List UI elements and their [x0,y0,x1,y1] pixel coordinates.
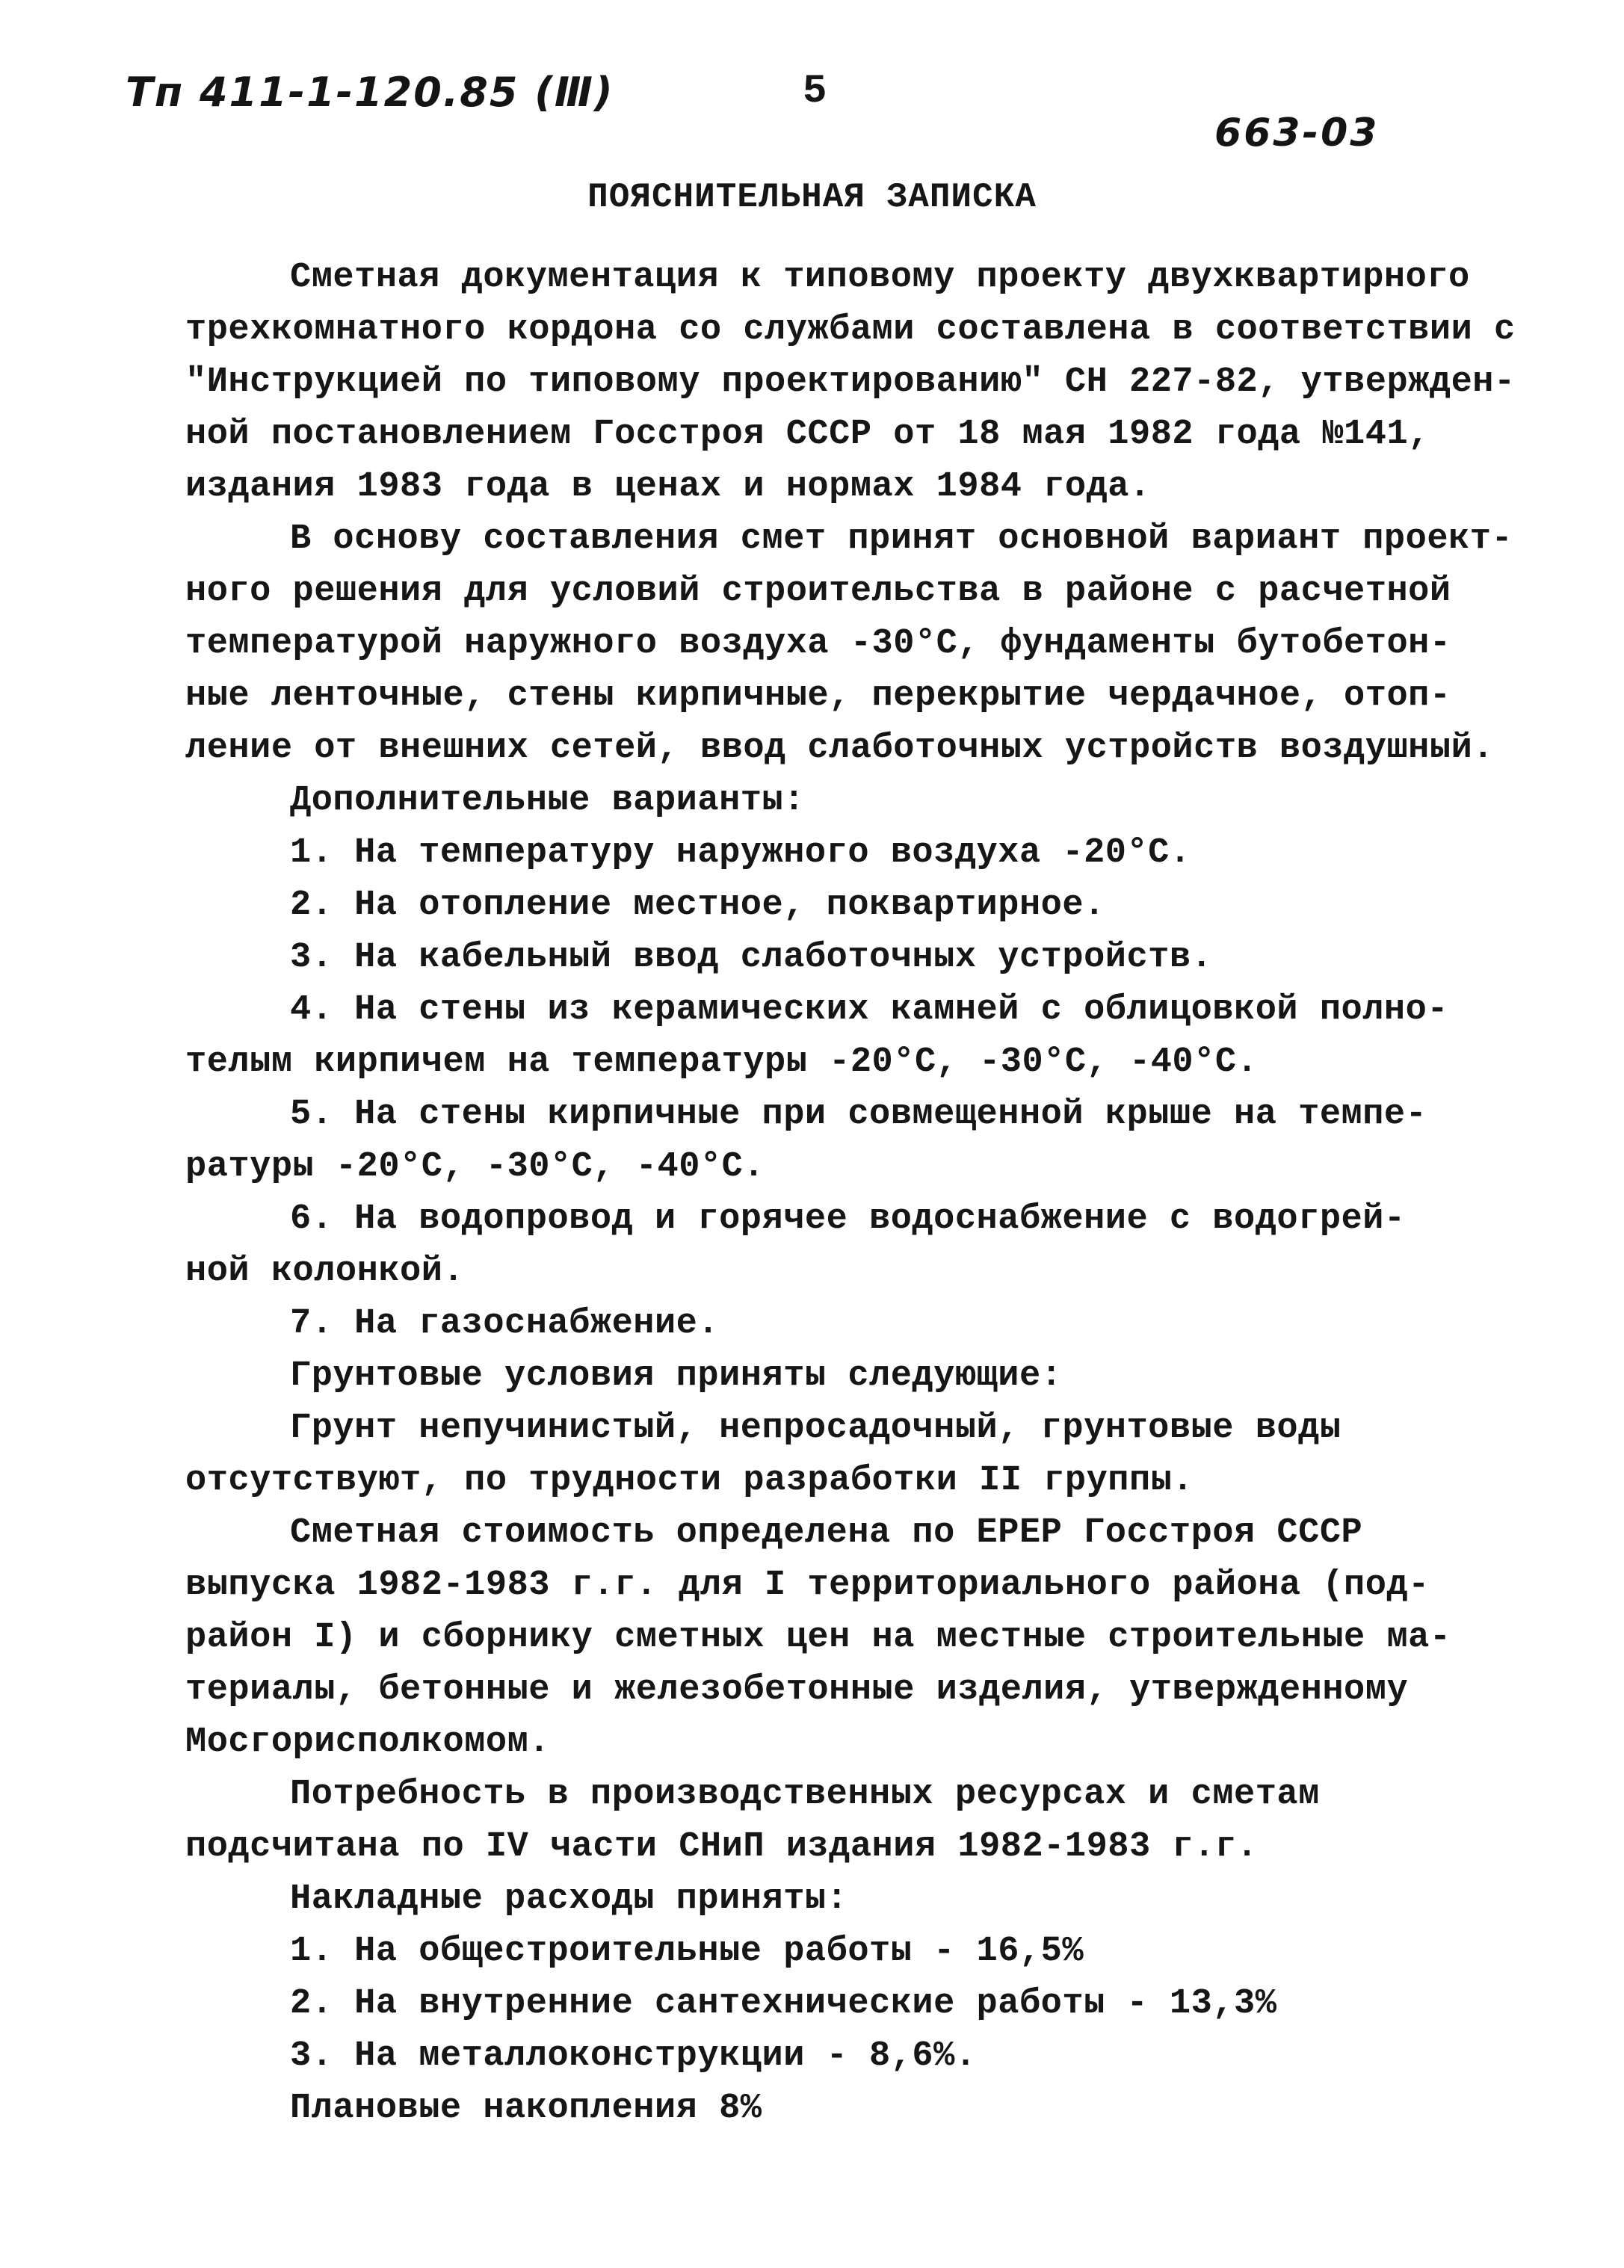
list-item: 7. На газоснабжение. [290,1304,720,1344]
text-line: выпуска 1982-1983 г.г. для I территориального района (под- [185,1566,1430,1605]
text-line: Дополнительные варианты: [290,781,805,821]
document-code: Тп 411-1-120.85 (Ⅲ) [126,69,614,116]
text-line: район I) и сборнику сметных цен на местные строительные ма- [185,1618,1451,1657]
list-item: 5. На стены кирпичные при совмещенной крыше на темпе- [290,1095,1427,1134]
list-item: 4. На стены из керамических камней с облицовкой полно- [290,990,1449,1030]
text-line: Грунтовые условия приняты следующие: [290,1356,1063,1396]
text-line: ной колонкой. [185,1252,465,1291]
text-line: телым кирпичем на температуры -20°С, -30°С, -40°С. [185,1042,1259,1082]
text-line: Сметная стоимость определена по ЕРЕР Госстроя СССР [290,1513,1363,1553]
list-item: 2. На отопление местное, поквартирное. [290,886,1105,925]
list-item: 2. На внутренние сантехнические работы - 13,3% [290,1984,1277,2024]
list-item: 3. На кабельный ввод слаботочных устройств. [290,938,1213,977]
text-line: В основу составления смет принят основной вариант проект- [290,519,1513,559]
page-title: ПОЯСНИТЕЛЬНАЯ ЗАПИСКА [587,178,1037,217]
text-line: ление от внешних сетей, ввод слаботочных устройств воздушный. [185,729,1494,768]
text-line: отсутствуют, по трудности разработки II группы. [185,1461,1194,1501]
text-line: Потребность в производственных ресурсах и сметам [290,1775,1320,1814]
text-line: температурой наружного воздуха -30°С, фундаменты бутобетон- [185,624,1451,664]
text-line: ные ленточные, стены кирпичные, перекрытие чердачное, отоп- [185,676,1451,716]
text-line: подсчитана по IV части СНиП издания 1982-1983 г.г. [185,1827,1259,1867]
list-item: 1. На температуру наружного воздуха -20°С. [290,833,1191,873]
text-line: Накладные расходы приняты: [290,1879,848,1919]
text-line: Сметная документация к типовому проекту двухквартирного [290,258,1470,297]
archive-code: 663-03 [1214,111,1380,155]
text-line: Грунт непучинистый, непросадочный, грунтовые воды [290,1409,1342,1448]
list-item: 1. На общестроительные работы - 16,5% [290,1932,1084,1971]
text-line: Плановые накопления 8% [290,2089,762,2128]
list-item: 6. На водопровод и горячее водоснабжение с водогрей- [290,1199,1406,1239]
page-number: 5 [803,69,827,114]
text-line: ной постановлением Госстроя СССР от 18 мая 1982 года №141, [185,415,1430,454]
list-item: 3. На металлоконструкции - 8,6%. [290,2036,977,2076]
text-line: Мосгорисполкомом. [185,1722,550,1762]
text-line: трехкомнатного кордона со службами составлена в соответствии с [185,310,1516,350]
text-line: "Инструкцией по типовому проектированию" СН 227-82, утвержден- [185,362,1516,402]
text-line: териалы, бетонные и железобетонные изделия, утвержденному [185,1670,1409,1710]
text-line: ного решения для условий строительства в районе с расчетной [185,572,1451,611]
text-line: ратуры -20°С, -30°С, -40°С. [185,1147,765,1187]
text-line: издания 1983 года в ценах и нормах 1984 года. [185,467,1151,507]
